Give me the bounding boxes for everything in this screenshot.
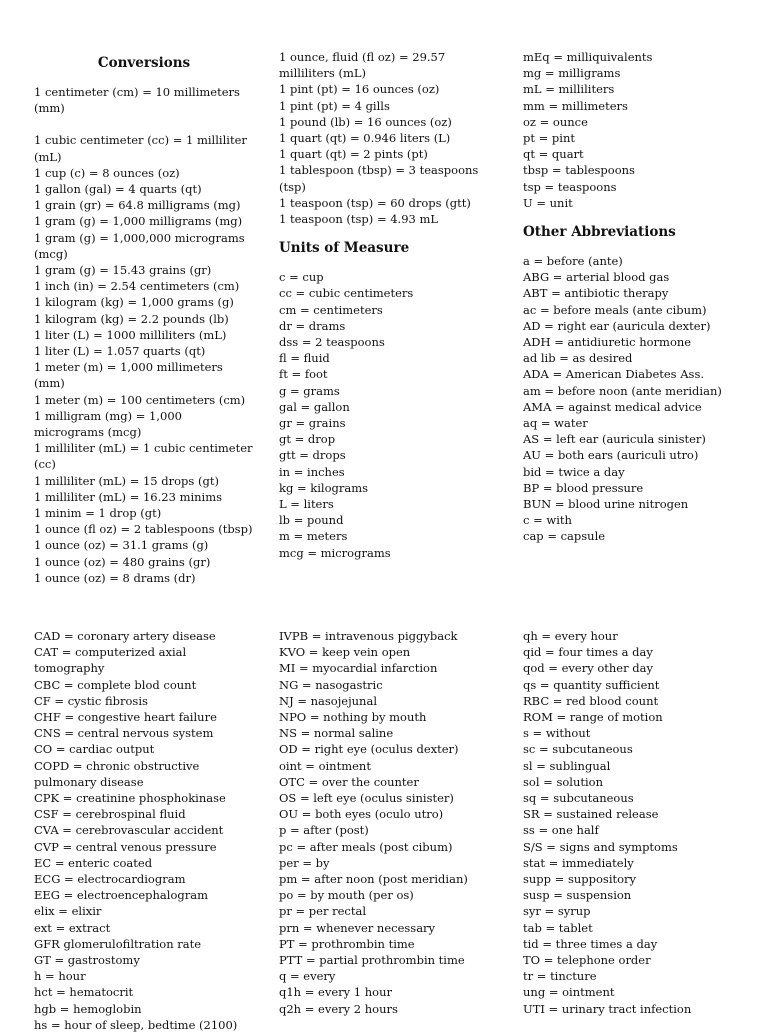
right-column [523, 49, 748, 545]
abbrev-column-2 [279, 628, 501, 1017]
unit-item: tsp = teaspoons [523, 179, 617, 194]
abbreviation-item: q = every [279, 969, 336, 984]
abbreviation-item: qid = four times a day [523, 645, 653, 660]
unit-item: oz = ounce [523, 114, 588, 129]
unit-item: fl = fluid [279, 351, 330, 366]
unit-item: mEq = milliquivalents [523, 50, 653, 64]
conversion-item: 1 quart (qt) = 2 pints (pt) [279, 147, 428, 162]
abbreviation-item: NG = nasogastric [279, 677, 383, 692]
conversion-item: 1 milliliter (mL) = 16.23 minims [34, 489, 223, 504]
abbreviation-item: NJ = nasojejunal [279, 693, 377, 708]
abbreviation-item: IVPB = intravenous piggyback [279, 629, 458, 643]
conversions-list [34, 132, 254, 586]
conversion-item: 1 gallon (gal) = 4 quarts (qt) [34, 182, 202, 197]
unit-item: qt = quart [523, 147, 584, 162]
abbreviation-item: per = by [279, 855, 330, 870]
other-abbreviations-title: Other Abbreviations [523, 224, 676, 241]
abbreviation-item: susp = suspension [523, 888, 632, 903]
abbreviation-item: elix = elixir [34, 904, 102, 919]
unit-item: lb = pound [279, 513, 344, 528]
abbreviation-item: stat = immediately [523, 855, 634, 870]
abbreviation-item: am = before noon (ante meridian) [523, 383, 722, 398]
abbreviation-item: CVP = central venous pressure [34, 839, 217, 854]
unit-item: in = inches [279, 464, 345, 479]
abbreviation-item: AS = left ear (auricula sinister) [523, 432, 706, 447]
abbreviation-item: p = after (post) [279, 823, 369, 838]
abbreviation-item: OD = right eye (oculus dexter) [279, 742, 459, 757]
abbreviation-item: bid = twice a day [523, 464, 625, 479]
abbreviation-item: prn = whenever necessary [279, 920, 436, 935]
units-continued-list [523, 49, 748, 211]
abbreviation-item: GFR glomerulofiltration rate [34, 936, 202, 951]
abbreviation-item: oint = ointment [279, 758, 371, 773]
abbreviation-item: ADH = antidiuretic hormone [523, 335, 692, 350]
conversion-item: 1 meter (m) = 100 centimeters (cm) [34, 392, 246, 407]
abbreviation-item: CAD = coronary artery disease [34, 629, 216, 643]
unit-item: c = cup [279, 270, 324, 285]
conversion-item: 1 meter (m) = 1,000 millimeters (mm) [34, 360, 223, 391]
conversion-item: 1 kilogram (kg) = 1,000 grams (g) [34, 295, 234, 310]
unit-item: gr = grains [279, 416, 346, 431]
unit-item: m = meters [279, 529, 348, 544]
abbreviation-item: ad lib = as desired [523, 351, 633, 366]
abbreviation-item: hgb = hemoglobin [34, 1001, 142, 1016]
unit-item: gtt = drops [279, 448, 346, 463]
abbreviation-item: s = without [523, 726, 591, 741]
abbreviation-item: CF = cystic fibrosis [34, 693, 148, 708]
conversion-item: 1 cup (c) = 8 ounces (oz) [34, 165, 180, 180]
abbreviation-item: OS = left eye (oculus sinister) [279, 791, 454, 806]
abbreviation-item: tid = three times a day [523, 936, 658, 951]
abbreviation-item: KVO = keep vein open [279, 645, 411, 660]
abbreviation-item: hs = hour of sleep, bedtime (2100) [34, 1017, 238, 1032]
abbreviation-item: ss = one half [523, 823, 599, 838]
conversion-item: 1 gram (g) = 1,000,000 micrograms (mcg) [34, 230, 245, 261]
abbreviation-item: PT = prothrombin time [279, 936, 415, 951]
conversion-item: 1 cubic centimeter (cc) = 1 milliliter (mL) [34, 133, 247, 164]
conversion-item: 1 pint (pt) = 4 gills [279, 98, 390, 113]
conversion-item: 1 minim = 1 drop (gt) [34, 506, 162, 521]
abbreviation-item: CBC = complete blod count [34, 677, 197, 692]
abbreviation-item: CNS = central nervous system [34, 726, 214, 741]
abbreviation-item: ung = ointment [523, 985, 615, 1000]
abbreviation-item: ROM = range of motion [523, 710, 663, 725]
conversion-item: 1 kilogram (kg) = 2.2 pounds (lb) [34, 311, 229, 326]
abbreviation-item: RBC = red blood count [523, 693, 659, 708]
abbreviation-item: CVA = cerebrovascular accident [34, 823, 224, 838]
abbreviation-item: AU = both ears (auriculi utro) [523, 448, 699, 463]
unit-item: kg = kilograms [279, 480, 369, 495]
conversion-item: 1 grain (gr) = 64.8 milligrams (mg) [34, 198, 241, 213]
unit-item: dss = 2 teaspoons [279, 335, 385, 350]
abbreviation-item: q2h = every 2 hours [279, 1001, 398, 1016]
abbreviation-item: qod = every other day [523, 661, 653, 676]
abbreviation-item: SR = sustained release [523, 807, 659, 822]
abbreviation-item: MI = myocardial infarction [279, 661, 438, 676]
unit-item: g = grams [279, 383, 340, 398]
unit-item: gal = gallon [279, 399, 350, 414]
abbreviation-item: tr = tincture [523, 969, 597, 984]
abbreviation-item: ABG = arterial blood gas [523, 270, 670, 285]
abbreviation-item: ext = extract [34, 920, 111, 935]
conversion-item: 1 ounce (oz) = 31.1 grams (g) [34, 538, 209, 553]
conversion-item: 1 ounce, fluid (fl oz) = 29.57 milliliters (mL) [279, 50, 446, 81]
conversion-item: 1 milligram (mg) = 1,000 micrograms (mcg) [34, 408, 182, 440]
abbreviation-item: po = by mouth (per os) [279, 888, 414, 903]
abbreviation-item: ECG = electrocardiogram [34, 872, 186, 887]
abbreviation-item: PTT = partial prothrombin time [279, 953, 465, 968]
abbreviation-item: BUN = blood urine nitrogen [523, 497, 689, 512]
abbrev-column-1 [34, 628, 254, 1033]
abbreviation-item: pc = after meals (post cibum) [279, 839, 453, 854]
abbreviation-item: OU = both eyes (oculo utro) [279, 807, 444, 822]
abbreviation-item: CSF = cerebrospinal fluid [34, 807, 186, 822]
spacer [34, 116, 254, 132]
conversion-item: 1 teaspoon (tsp) = 60 drops (gtt) [279, 195, 471, 210]
abbreviation-item: qh = every hour [523, 629, 618, 643]
unit-item: cm = centimeters [279, 302, 383, 317]
abbreviation-item: ac = before meals (ante cibum) [523, 302, 707, 317]
unit-item: L = liters [279, 497, 334, 512]
conversion-item: 1 pint (pt) = 16 ounces (oz) [279, 82, 440, 97]
unit-item: pt = pint [523, 131, 575, 146]
abbrev-column-3 [523, 628, 748, 1017]
abbreviation-item: CHF = congestive heart failure [34, 710, 217, 725]
abbreviation-item: sq = subcutaneous [523, 791, 634, 806]
conversion-item: 1 liter (L) = 1.057 quarts (qt) [34, 344, 206, 359]
abbreviation-item: h = hour [34, 969, 86, 984]
abbreviation-item: UTI = urinary tract infection [523, 1001, 692, 1016]
conversion-item: 1 milliliter (mL) = 1 cubic centimeter (cc) [34, 441, 253, 472]
unit-item: mL = milliliters [523, 82, 615, 97]
abbreviation-item: AMA = against medical advice [523, 399, 702, 414]
conversions-title: Conversions [97, 55, 191, 71]
abbreviation-item: ABT = antibiotic therapy [523, 286, 669, 301]
conversion-item: 1 quart (qt) = 0.946 liters (L) [279, 131, 451, 146]
abbreviation-item: sl = sublingual [523, 758, 611, 773]
conversion-item: 1 tablespoon (tbsp) = 3 teaspoons (tsp) [279, 163, 479, 194]
conversion-item: 1 gram (g) = 1,000 milligrams (mg) [34, 214, 243, 229]
middle-column [279, 49, 501, 561]
abbreviation-item: c = with [523, 513, 572, 528]
unit-item: cc = cubic centimeters [279, 286, 414, 301]
abbreviation-item: supp = suppository [523, 872, 637, 887]
abbreviation-item: CAT = computerized axial tomography [34, 645, 187, 676]
abbreviation-item: aq = water [523, 416, 588, 431]
conversion-item: 1 teaspoon (tsp) = 4.93 mL [279, 212, 439, 227]
abbreviation-item: OTC = over the counter [279, 774, 419, 789]
abbreviation-item: S/S = signs and symptoms [523, 839, 678, 854]
unit-item: mm = millimeters [523, 98, 628, 113]
abbreviation-item: EEG = electroencephalogram [34, 888, 208, 903]
abbreviation-item: sc = subcutaneous [523, 742, 633, 757]
unit-item: gt = drop [279, 432, 336, 447]
abbreviation-item: EC = enteric coated [34, 855, 153, 870]
abbreviation-item: cap = capsule [523, 529, 606, 544]
abbreviation-item: BP = blood pressure [523, 480, 644, 495]
conversion-item: 1 ounce (fl oz) = 2 tablespoons (tbsp) [34, 522, 253, 537]
abbreviation-item: q1h = every 1 hour [279, 985, 392, 1000]
conversion-item: 1 pound (lb) = 16 ounces (oz) [279, 114, 452, 129]
conversions-continued-list [279, 49, 501, 227]
conversion-item: 1 liter (L) = 1000 milliliters (mL) [34, 327, 227, 342]
unit-item: tbsp = tablespoons [523, 163, 635, 178]
abbreviation-item: TO = telephone order [523, 953, 651, 968]
abbreviation-item: GT = gastrostomy [34, 953, 140, 968]
abbreviation-item: pr = per rectal [279, 904, 367, 919]
other-abbreviations-list [523, 253, 748, 545]
abbreviation-item: syr = syrup [523, 904, 591, 919]
unit-item: dr = drams [279, 318, 346, 333]
abbreviation-item: tab = tablet [523, 920, 593, 935]
unit-item: mcg = micrograms [279, 545, 391, 560]
unit-item: U = unit [523, 195, 573, 210]
conversion-item: 1 ounce (oz) = 8 drams (dr) [34, 570, 196, 585]
conversion-item: 1 milliliter (mL) = 15 drops (gt) [34, 473, 219, 488]
abbreviation-item: NPO = nothing by mouth [279, 710, 427, 725]
units-title: Units of Measure [279, 240, 410, 257]
abbreviation-item: qs = quantity sufficient [523, 677, 660, 692]
abbreviation-item: sol = solution [523, 774, 603, 789]
abbreviation-item: COPD = chronic obstructive pulmonary disease [34, 758, 200, 789]
unit-item: ft = foot [279, 367, 328, 382]
abbreviation-item: hct = hematocrit [34, 985, 134, 1000]
abbreviation-item: AD = right ear (auricula dexter) [523, 318, 711, 333]
abbreviation-item: CPK = creatinine phosphokinase [34, 791, 226, 806]
abbreviation-item: pm = after noon (post meridian) [279, 872, 468, 887]
abbreviation-item: NS = normal saline [279, 726, 394, 741]
conversion-item: 1 inch (in) = 2.54 centimeters (cm) [34, 279, 240, 294]
units-list [279, 269, 501, 561]
abbreviation-item: a = before (ante) [523, 254, 623, 269]
abbreviation-item: CO = cardiac output [34, 742, 155, 757]
conversion-item: 1 ounce (oz) = 480 grains (gr) [34, 554, 211, 569]
conversion-item: 1 centimeter (cm) = 10 millimeters (mm) [34, 85, 240, 116]
unit-item: mg = milligrams [523, 66, 621, 81]
conversion-item: 1 gram (g) = 15.43 grains (gr) [34, 263, 212, 278]
abbreviation-item: ADA = American Diabetes Ass. [523, 367, 704, 382]
conversions-column [34, 49, 254, 586]
